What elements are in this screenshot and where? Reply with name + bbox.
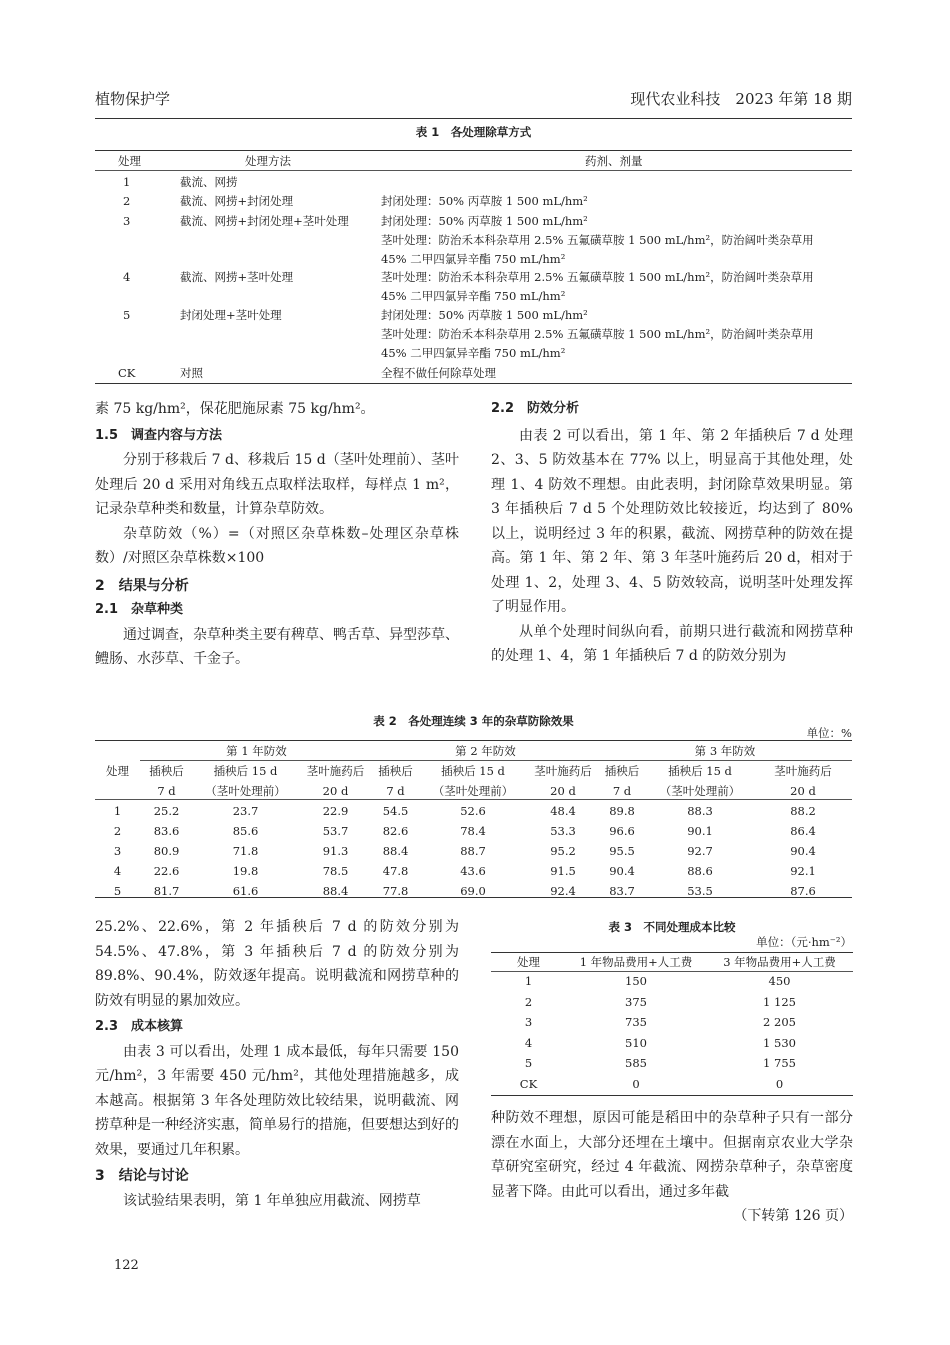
table2-cell: 80.9 xyxy=(153,844,180,858)
table3-row-id: 1 xyxy=(524,974,533,989)
table3-cell: 375 xyxy=(625,994,647,1009)
table2-cell: 48.4 xyxy=(550,804,576,818)
table2-cell: 88.2 xyxy=(790,804,816,818)
table1-row1-method: 截流、网捞 xyxy=(180,175,238,189)
table2-y1-sub1a: 插秧后 xyxy=(149,764,184,778)
table3-cell: 0 xyxy=(632,1076,640,1091)
table2-cell: 53.7 xyxy=(322,824,349,838)
table3-row-id: 5 xyxy=(524,1056,533,1071)
table2-cell: 69.0 xyxy=(460,884,486,898)
table3-row xyxy=(491,1033,853,1054)
table2-y2-sub3a: 茎叶施药后 xyxy=(534,764,592,778)
table2-caption: 表 2 各处理连续 3 年的杂草防除效果 xyxy=(373,714,574,728)
table1-row4-dose2: 45% 二甲四氯异辛酯 750 mL/hm² xyxy=(381,289,566,303)
table3-row xyxy=(491,992,853,1013)
table2-cell: 88.4 xyxy=(322,884,349,898)
table1-row2-dose: 封闭处理：50% 丙草胺 1 500 mL/hm² xyxy=(381,194,588,208)
table2-cell: 89.8 xyxy=(609,804,635,818)
table2-y3-sub3b: 20 d xyxy=(790,784,816,798)
table3-row xyxy=(491,971,853,992)
table1-head-rule xyxy=(95,170,852,171)
table1-row4-id: 4 xyxy=(123,270,131,284)
table2-cell: 87.6 xyxy=(790,884,816,898)
table1-row4-method: 截流、网捞+茎叶处理 xyxy=(180,270,294,284)
table2-cell: 52.6 xyxy=(460,804,486,818)
table2-y2-sub1a: 插秧后 xyxy=(378,764,413,778)
table2-col-treat: 处理 xyxy=(106,764,129,778)
table3-row-id: 3 xyxy=(524,1015,533,1030)
table2-cell: 82.6 xyxy=(382,824,409,838)
table3-row-id: 4 xyxy=(524,1035,533,1050)
table1-bottom-rule xyxy=(95,383,852,384)
table2-year1: 第 1 年防效 xyxy=(226,744,287,758)
table1-row5-dose3: 45% 二甲四氯异辛酯 750 mL/hm² xyxy=(381,346,566,360)
table2-y2-sub3b: 20 d xyxy=(550,784,576,798)
heading-3: 3 结论与讨论 xyxy=(95,1168,189,1184)
paragraph-cost: 由表 3 可以看出，处理 1 成本最低，每年只需要 150 元/hm²，3 年需要 450 元/hm²，其他处理措施越多，成本越高。根据第 3 年各处理防效比较结果，说明截流、网捞草种是一种经济实惠，简单易行的措施，但要想达到好的效果，要通过几年积累。 xyxy=(95,1043,459,1158)
table3-row xyxy=(491,1012,853,1033)
table2-row-id: 4 xyxy=(113,864,122,878)
table2-cell: 22.6 xyxy=(153,864,180,878)
table2-cell: 77.8 xyxy=(382,884,409,898)
table3-caption: 表 3 不同处理成本比较 xyxy=(608,920,736,934)
table3-col-1yr: 1 年物品费用+人工费 xyxy=(579,954,693,969)
table2-cell: 90.1 xyxy=(687,824,713,838)
table2-cell: 23.7 xyxy=(232,804,259,818)
table1-col-treat: 处理 xyxy=(118,154,141,168)
table2-y1-sub2b: （茎叶处理前） xyxy=(205,784,286,798)
table2-cell: 92.4 xyxy=(550,884,576,898)
paragraph-formula: 杂草防效（%）=（对照区杂草株数–处理区杂草株数）/对照区杂草株数×100 xyxy=(95,525,459,566)
table2-cell: 92.1 xyxy=(790,864,816,878)
table2-y1-sub2a: 插秧后 15 d xyxy=(213,764,278,778)
table2-row xyxy=(95,841,852,861)
table2-cell: 43.6 xyxy=(460,864,486,878)
journal-section: 植物保护学 xyxy=(95,90,171,108)
table3-row xyxy=(491,1074,853,1095)
table1-row5-dose2: 茎叶处理：防治禾本科杂草用 2.5% 五氟磺草胺 1 500 mL/hm²，防治阔叶类杂草用 xyxy=(381,327,814,341)
table1-row-ck-id: CK xyxy=(118,366,136,380)
table1-row-ck-method: 对照 xyxy=(180,366,203,380)
table3-cell: 510 xyxy=(625,1035,647,1050)
table2-cell: 96.6 xyxy=(609,824,635,838)
table3-row-id: 2 xyxy=(524,994,533,1009)
table1-row5-method: 封闭处理+茎叶处理 xyxy=(180,308,282,322)
table3-col-3yr: 3 年物品费用+人工费 xyxy=(723,954,836,969)
journal-title: 现代农业科技 2023 年第 18 期 xyxy=(630,90,852,108)
table1-caption: 表 1 各处理除草方式 xyxy=(415,125,532,139)
paragraph-cumulative: 25.2%、22.6%，第 2 年插秧后 7 d 的防效分别为 54.5%、47.8%，第 3 年插秧后 7 d 的防效分别为 89.8%、90.4%，防效逐年提高。说明截流和网捞草种的防效有明显的累加效应。 xyxy=(95,919,459,1009)
table2-year2: 第 2 年防效 xyxy=(455,744,516,758)
table2-row-id: 2 xyxy=(113,824,122,838)
table1-row2-id: 2 xyxy=(123,194,131,208)
heading-2-2: 2.2 防效分析 xyxy=(491,401,580,416)
table2-year3: 第 3 年防效 xyxy=(694,744,756,758)
table1-col-dose: 药剂、剂量 xyxy=(585,154,643,168)
table3-unit: 单位：（元·hm⁻²） xyxy=(756,935,852,949)
table2-y3-sub2b: （茎叶处理前） xyxy=(659,784,741,798)
table2-cell: 88.3 xyxy=(687,804,713,818)
table2-cell: 54.5 xyxy=(382,804,409,818)
table3-row xyxy=(491,1053,853,1074)
table1-row3-dose1: 封闭处理：50% 丙草胺 1 500 mL/hm² xyxy=(381,214,588,228)
table2-cell: 53.3 xyxy=(550,824,576,838)
table2-cell: 78.5 xyxy=(322,864,349,878)
right-column-lower xyxy=(491,1106,853,1229)
table2-cell: 25.2 xyxy=(153,804,180,818)
table3-cell: 1 125 xyxy=(763,994,796,1009)
table2-cell: 22.9 xyxy=(322,804,349,818)
heading-2-3: 2.3 成本核算 xyxy=(95,1019,184,1034)
table2-cell: 88.6 xyxy=(687,864,713,878)
table3-cell: 450 xyxy=(768,974,791,989)
table1-row5-dose1: 封闭处理：50% 丙草胺 1 500 mL/hm² xyxy=(381,308,588,322)
table3-cell: 150 xyxy=(625,974,647,989)
table2-row xyxy=(95,881,852,901)
table2-cell: 90.4 xyxy=(609,864,635,878)
table1-row3-dose2: 茎叶处理：防治禾本科杂草用 2.5% 五氟磺草胺 1 500 mL/hm²，防治阔叶类杂草用 xyxy=(381,233,814,247)
table1-col-method: 处理方法 xyxy=(245,154,291,168)
paragraph-conclusion: 该试验结果表明，第 1 年单独应用截流、网捞草 xyxy=(123,1192,421,1209)
table1-top-rule xyxy=(95,150,852,151)
table1-row4-dose1: 茎叶处理：防治禾本科杂草用 2.5% 五氟磺草胺 1 500 mL/hm²，防治阔叶类杂草用 xyxy=(381,270,814,284)
table2-row xyxy=(95,801,852,821)
table3-cell: 735 xyxy=(625,1015,647,1030)
table3 xyxy=(491,952,853,1094)
table3-cell: 1 530 xyxy=(763,1035,796,1050)
paragraph-reason: 种防效不理想，原因可能是稻田中的杂草种子只有一部分漂在水面上，大部分还埋在土壤中。但据南京农业大学杂草研究室研究，经过 4 年截流、网捞杂草种子，杂草密度显著下降。由此可以看出，通过多年截 xyxy=(491,1110,853,1200)
heading-2-1: 2.1 杂草种类 xyxy=(95,602,184,617)
paragraph-efficacy: 由表 2 可以看出，第 1 年、第 2 年插秧后 7 d 处理 2、3、5 防效基本在 77% 以上，明显高于其他处理，处理 1、4 防效不理想。由此表明，封闭除草效果明显。第 3 年插秧后 7 d 5 个处理防效比较接近，均达到了 80% 以上，说明经过 3 年的积累，截流、网捞草种的防效在提高。第 1 年、第 2 年、第 3 年茎叶施药后 20 d，相对于处理 1、2，处理 3、4、5 防效较高，说明茎叶处理发挥了明显作用。 xyxy=(491,427,853,615)
table2-y3-sub1b: 7 d xyxy=(612,784,632,798)
table1-row3-dose3: 45% 二甲四氯异辛酯 750 mL/hm² xyxy=(381,252,566,266)
table2-cell: 61.6 xyxy=(232,884,259,898)
table2 xyxy=(95,741,852,901)
table2-cell: 90.4 xyxy=(790,844,816,858)
table2-cell: 95.5 xyxy=(609,844,635,858)
table2-cell: 91.3 xyxy=(322,844,349,858)
table2-cell: 19.8 xyxy=(232,864,259,878)
heading-1-5: 1.5 调查内容与方法 xyxy=(95,427,223,443)
table2-y2-sub2a: 插秧后 15 d xyxy=(441,764,505,778)
table2-row-id: 3 xyxy=(113,844,122,858)
paragraph-survey: 分别于移栽后 7 d、移栽后 15 d（茎叶处理前）、茎叶处理后 20 d 采用对角线五点取样法取样，每样点 1 m²，记录杂草种类和数量，计算杂草防效。 xyxy=(95,452,459,517)
left-column-upper xyxy=(95,397,459,672)
table3-cell: 2 205 xyxy=(763,1015,796,1030)
table2-cell: 95.2 xyxy=(550,844,576,858)
table2-y3-sub3a: 茎叶施药后 xyxy=(774,764,832,778)
paragraph-fertilizer: 素 75 kg/hm²，保花肥施尿素 75 kg/hm²。 xyxy=(95,401,375,417)
table1-row5-id: 5 xyxy=(123,308,131,322)
paragraph-vertical: 从单个处理时间纵向看，前期只进行截流和网捞草种的处理 1、4，第 1 年插秧后 7 d 的防效分别为 xyxy=(491,623,853,664)
paragraph-weed-species: 通过调查，杂草种类主要有稗草、鸭舌草、异型莎草、鳢肠、水莎草、千金子。 xyxy=(95,626,459,667)
table2-unit: 单位：% xyxy=(806,726,852,740)
table2-row xyxy=(95,821,852,841)
header-rule xyxy=(95,118,852,119)
continued-note: （下转第 126 页） xyxy=(733,1208,853,1224)
table2-cell: 71.8 xyxy=(232,844,259,858)
table3-col-treat: 处理 xyxy=(517,954,540,969)
left-column-lower xyxy=(95,915,459,1213)
page-number: 122 xyxy=(114,1258,139,1273)
table1-row3-method: 截流、网捞+封闭处理+茎叶处理 xyxy=(180,214,349,228)
table2-y3-sub2a: 插秧后 15 d xyxy=(668,764,732,778)
table3-cell: 585 xyxy=(625,1056,647,1071)
table2-cell: 92.7 xyxy=(687,844,713,858)
table1-row1-id: 1 xyxy=(123,175,131,189)
table2-cell: 83.6 xyxy=(153,824,180,838)
table3-row-id: CK xyxy=(519,1076,538,1091)
table2-y3-sub1a: 插秧后 xyxy=(604,764,640,778)
table2-cell: 88.7 xyxy=(460,844,486,858)
table2-cell: 47.8 xyxy=(382,864,409,878)
table1-row3-id: 3 xyxy=(123,214,131,228)
heading-2: 2 结果与分析 xyxy=(95,577,189,594)
table2-cell: 78.4 xyxy=(460,824,486,838)
table2-cell: 83.7 xyxy=(609,884,635,898)
table2-row xyxy=(95,861,852,881)
table2-y2-sub2b: （茎叶处理前） xyxy=(432,784,514,798)
table2-y1-sub3b: 20 d xyxy=(322,784,349,798)
table2-cell: 53.5 xyxy=(687,884,713,898)
table2-row-id: 1 xyxy=(113,804,122,818)
table2-cell: 88.4 xyxy=(382,844,409,858)
table1-row-ck-dose: 全程不做任何除草处理 xyxy=(381,366,496,380)
table2-cell: 86.4 xyxy=(790,824,816,838)
table3-bottom-rule xyxy=(491,1095,853,1096)
table2-cell: 91.5 xyxy=(550,864,576,878)
table1-row2-method: 截流、网捞+封闭处理 xyxy=(180,194,294,208)
table2-row-id: 5 xyxy=(113,884,122,898)
table2-y1-sub1b: 7 d xyxy=(157,784,176,798)
table2-y2-sub1b: 7 d xyxy=(386,784,405,798)
table2-cell: 85.6 xyxy=(232,824,259,838)
table3-cell: 1 755 xyxy=(763,1056,796,1071)
table2-y1-sub3a: 茎叶施药后 xyxy=(306,764,365,778)
table2-cell: 81.7 xyxy=(153,884,180,898)
right-column-upper xyxy=(491,397,853,669)
table3-cell: 0 xyxy=(775,1076,784,1091)
